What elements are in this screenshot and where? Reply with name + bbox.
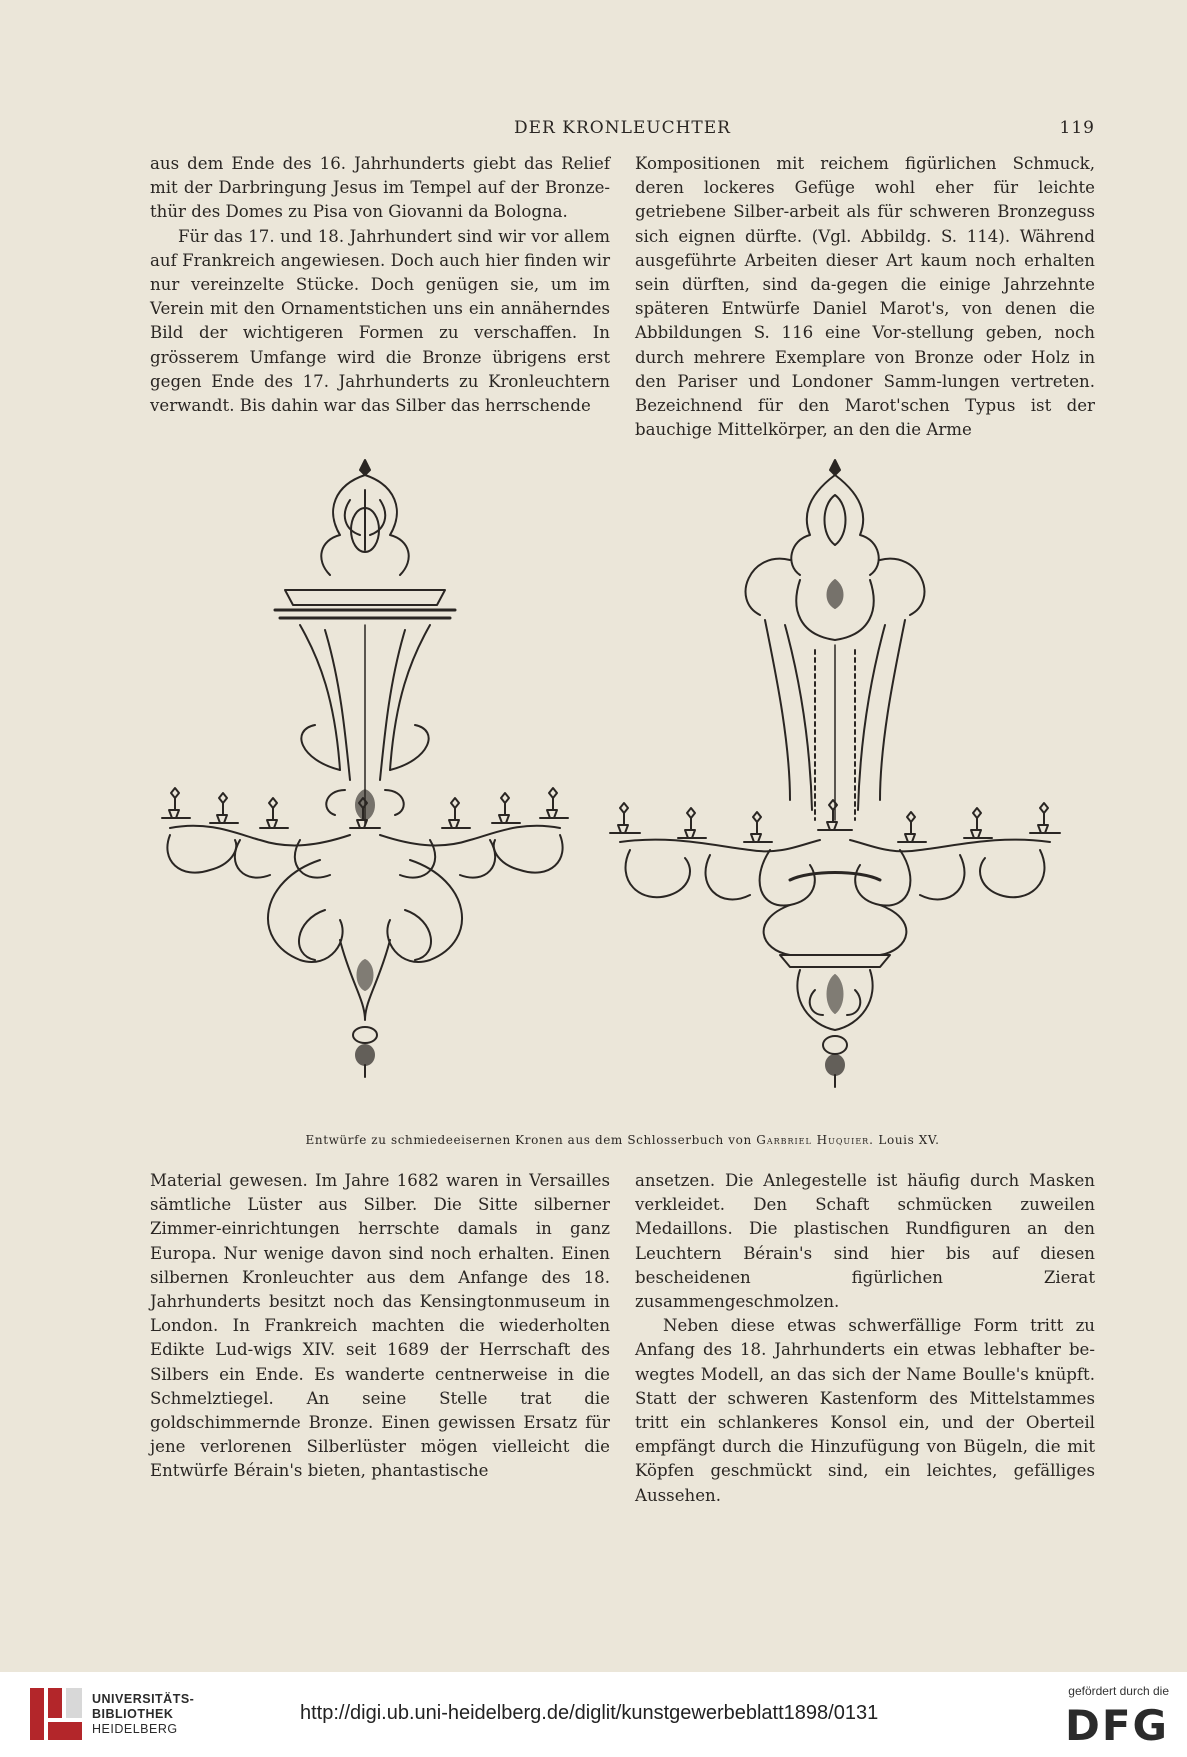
text-column-bottom-left (150, 1169, 610, 1484)
chandelier-right (610, 460, 1060, 1087)
chandelier-left (162, 460, 568, 1077)
paragraph: aus dem Ende des 16. Jahrhunderts giebt das Relief mit der Darbringung Jesus im Tempel auf der Bronze-thür des Domes zu Pisa von Giovanni da Bologna. (150, 154, 610, 222)
running-title: DER KRONLEUCHTER (514, 118, 731, 138)
paragraph: ansetzen. Die Anlegestelle ist häufig durch Masken verkleidet. Den Schaft schmücken zuweilen Medaillons. Die plastischen Rundfiguren an den Leuchtern Bérain's sind hier bis auf diesen bescheidenen figürlichen Zierat zusammengeschmolzen. (635, 1171, 1095, 1312)
running-head (150, 118, 1095, 142)
library-name (92, 1692, 194, 1737)
figure-caption (150, 1133, 1095, 1147)
dfg-logo: DFG (1064, 1701, 1169, 1750)
chandelier-illustration (150, 440, 1095, 1130)
caption-period: Louis XV. (878, 1133, 940, 1147)
paragraph: Neben diese etwas schwerfällige Form tritt zu Anfang des 18. Jahrhunderts ein etwas lebhafter be-wegtes Modell, an das sich der Name Boulle's knüpft. Statt der schweren Kastenform des Mittelstammes tritt ein schlankeres Konsol ein, und der Oberteil empfängt durch die Hinzufügung von Bügeln, die mit Köpfen geschmückt sind, ein leichtes, gefälliges Aussehen. (635, 1316, 1095, 1505)
digitization-footer (0, 1672, 1187, 1757)
library-name-line: BIBLIOTHEK (92, 1707, 174, 1721)
source-url-link[interactable]: http://digi.ub.uni-heidelberg.de/diglit/kunstgewerbeblatt1898/0131 (300, 1702, 879, 1724)
text-column-bottom-right (635, 1169, 1095, 1508)
chandelier-plate (150, 440, 1095, 1130)
paragraph: Material gewesen. Im Jahre 1682 waren in Versailles sämtliche Lüster aus Silber. Die Sitte silberner Zimmer-einrichtungen herrschte damals in ganz Europa. Nur wenige davon sind noch erhalten. Einen silbernen Kronleuchter aus dem Anfange des 18. Jahrhunderts besitzt noch das Kensingtonmuseum in London. In Frankreich machten die wiederholten Edikte Lud-wigs XIV. seit 1689 der Herrschaft des Silbers ein Ende. Es wanderte centnerweise in die Schmelztiegel. An seine Stelle trat die goldschimmernde Bronze. Einen gewissen Ersatz für jene verlorenen Silberlüster mögen vielleicht die Entwürfe Bérain's bieten, phantastische (150, 1171, 610, 1481)
paragraph: Kompositionen mit reichem figürlichen Schmuck, deren lockeres Gefüge wohl eher für leichte getriebene Silber-arbeit als für schweren Bronzeguss sich eignen dürfte. (Vgl. Abbildg. S. 114). Während ausgeführte Arbeiten dieser Art kaum noch erhalten sein dürften, sind da-gegen die einige Jahrzehnte späteren Entwürfe Daniel Marot's, von denen die Abbildungen S. 116 eine Vor-stellung geben, noch durch mehrere Exemplare von Bronze oder Holz in den Pariser und Londoner Samm-lungen vertreten. Bezeichnend für den Marot'schen Typus ist der bauchige Mittelkörper, an den die Arme (635, 154, 1095, 440)
text-column-top-right (635, 152, 1095, 442)
library-name-line: HEIDELBERG (92, 1722, 178, 1736)
university-library-logo-icon (28, 1686, 84, 1742)
library-name-line: UNIVERSITÄTS- (92, 1692, 195, 1706)
paragraph: Für das 17. und 18. Jahrhundert sind wir vor allem auf Frankreich angewiesen. Doch auch hier finden wir nur vereinzelte Stücke. Doch genügen sie, um im Verein mit den Ornamentstichen uns ein annäherndes Bild der wichtigeren Formen zu verschaffen. In grösserem Umfange wird die Bronze übrigens erst gegen Ende des 17. Jahrhunderts zu Kronleuchtern verwandt. Bis dahin war das Silber das herrschende (150, 226, 610, 416)
page-number: 119 (1059, 118, 1095, 138)
caption-author: Garbriel Huquier. (756, 1133, 874, 1147)
text-column-top-left (150, 152, 610, 418)
caption-text: Entwürfe zu schmiedeeisernen Kronen aus dem Schlosserbuch von (305, 1133, 752, 1147)
funding-note: gefördert durch die (1068, 1684, 1169, 1698)
